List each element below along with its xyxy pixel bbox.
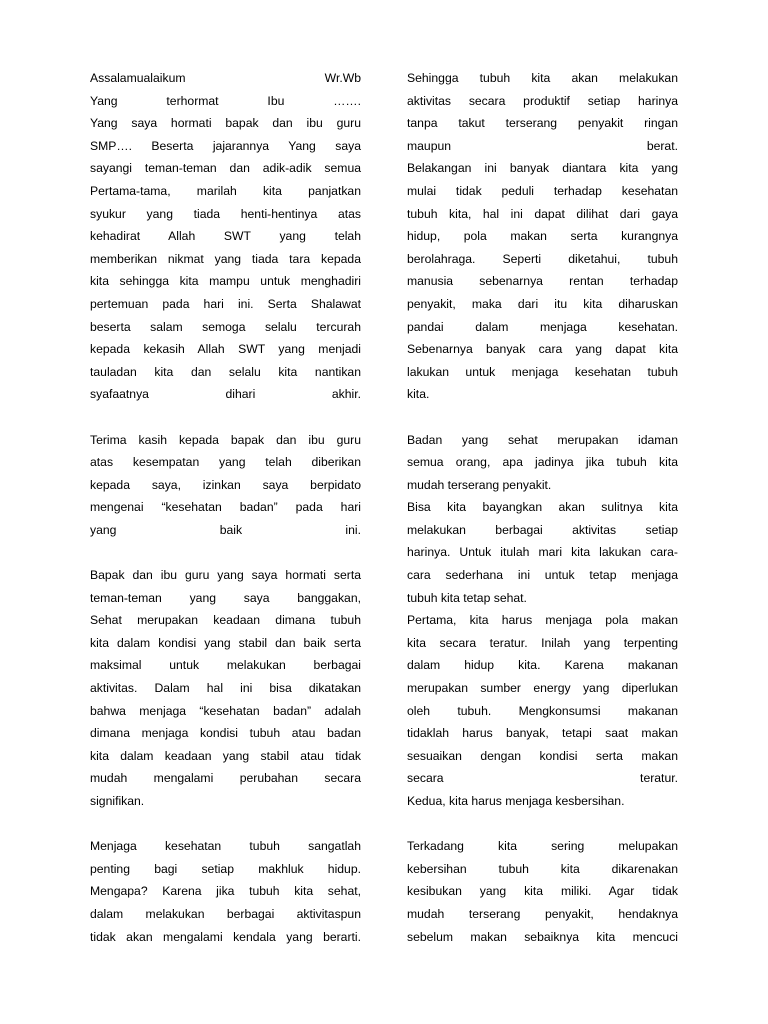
right-text-line: penyakit, maka dari itu kita diharuskan [407,296,678,311]
right-text-line: semua orang, apa jadinya jika tubuh kita [407,455,678,470]
left-text-line: Menjaga kesehatan tubuh sangatlah [90,839,361,854]
right-text-line: mulai tidak peduli terhadap kesehatan [407,183,678,198]
left-text-line: maksimal untuk melakukan berbagai [90,658,361,673]
left-text-line: bahwa menjaga “kesehatan badan” adalah [90,703,361,718]
right-text-line [407,406,678,429]
right-text-line: Sebenarnya banyak cara yang dapat kita [407,342,678,357]
right-text-line: Terkadang kita sering melupakan [407,839,678,854]
left-text-line: teman-teman yang saya banggakan, [90,590,361,605]
right-text-line: kita. [407,387,430,402]
left-text-line: tidak akan mengalami kendala yang berarti. [90,929,361,944]
right-text-line: dalam hidup kita. Karena makanan [407,658,678,673]
left-text-line: dimana menjaga kondisi tubuh atau badan [90,726,361,741]
left-text-line: syafaatnya dihari akhir. [90,387,361,402]
right-text-line: merupakan sumber energy yang diperlukan [407,681,678,696]
right-text-line: Badan yang sehat merupakan idaman [407,432,678,447]
left-text-line: signifikan. [90,794,145,808]
left-text-column [90,67,361,948]
left-text-line: kita dalam keadaan yang stabil atau tidak [90,748,361,763]
left-text-line [90,813,361,836]
left-text-line: kita sehingga kita mampu untuk menghadiri [90,274,361,289]
right-text-line: Pertama, kita harus menjaga pola makan [407,613,678,628]
left-text-line: penting bagi setiap makhluk hidup. [90,861,361,876]
left-text-line: Terima kasih kepada bapak dan ibu guru [90,432,361,447]
right-text-line: kebersihan tubuh kita dikarenakan [407,861,678,876]
left-text-line: aktivitas. Dalam hal ini bisa dikatakan [90,681,361,696]
left-text-line: dalam melakukan berbagai aktivitaspun [90,906,361,921]
right-text-column [407,67,678,948]
right-text-line: melakukan berbagai aktivitas setiap [407,522,678,537]
right-text-line: tubuh kita tetap sehat. [407,590,527,605]
right-text-line: Belakangan ini banyak diantara kita yang [407,161,678,176]
left-text-line: SMP…. Beserta jajarannya Yang saya [90,138,361,153]
left-text-line: tauladan kita dan selalu kita nantikan [90,364,361,379]
left-text-line: kehadirat Allah SWT yang telah [90,229,361,244]
left-text-line: Mengapa? Karena jika tubuh kita sehat, [90,884,361,899]
left-text-line: memberikan nikmat yang tiada tara kepada [90,251,361,266]
left-text-line: Sehat merupakan keadaan dimana tubuh [90,613,361,628]
left-text-line: kepada kekasih Allah SWT yang menjadi [90,342,361,357]
left-text-line: sayangi teman-teman dan adik-adik semua [90,161,361,176]
right-text-line: cara sederhana ini untuk tetap menjaga [407,568,678,583]
right-text-line: berolahraga. Seperti diketahui, tubuh [407,251,678,266]
left-text-line: yang baik ini. [90,522,361,537]
left-text-line: mengenai “kesehatan badan” pada hari [90,500,361,515]
right-text-line: pandai dalam menjaga kesehatan. [407,319,678,334]
right-text-line: sebelum makan sebaiknya kita mencuci [407,929,678,944]
right-text-line: Bisa kita bayangkan akan sulitnya kita [407,500,678,515]
right-text-line: manusia sebenarnya rentan terhadap [407,274,678,289]
right-text-line: harinya. Untuk itulah mari kita lakukan cara- [407,545,678,560]
left-text-line: kepada saya, izinkan saya berpidato [90,477,361,492]
left-text-line: Pertama-tama, marilah kita panjatkan [90,183,361,198]
left-text-line: mudah mengalami perubahan secara [90,771,361,786]
right-text-line: tanpa takut terserang penyakit ringan [407,116,678,131]
left-text-line: Bapak dan ibu guru yang saya hormati serta [90,568,361,583]
right-text-line: oleh tubuh. Mengkonsumsi makanan [407,703,678,718]
left-text-line: Assalamualaikum Wr.Wb [90,71,361,85]
left-text-line: Yang saya hormati bapak dan ibu guru [90,116,361,131]
right-text-line: Kedua, kita harus menjaga kesbersihan. [407,794,625,808]
right-text-line: sesuaikan dengan kondisi serta makan [407,748,678,763]
right-text-line: Sehingga tubuh kita akan melakukan [407,71,678,85]
left-text-line [90,406,361,429]
right-text-line: mudah terserang penyakit, hendaknya [407,906,678,921]
left-text-line: syukur yang tiada henti-hentinya atas [90,206,361,221]
right-text-line: tidaklah harus banyak, tetapi saat makan [407,726,678,741]
right-text-line: maupun berat. [407,138,678,153]
right-text-line: lakukan untuk menjaga kesehatan tubuh [407,364,678,379]
right-text-line: mudah terserang penyakit. [407,477,552,492]
right-text-line: secara teratur. [407,771,678,786]
right-text-line: aktivitas secara produktif setiap harinya [407,93,678,108]
left-text-line [90,541,361,564]
right-text-line: kita secara teratur. Inilah yang terpenting [407,635,678,650]
left-text-line: Yang terhormat Ibu ……. [90,93,361,108]
right-text-line: kesibukan yang kita miliki. Agar tidak [407,884,678,899]
left-text-line: beserta salam semoga selalu tercurah [90,319,361,334]
left-text-line: pertemuan pada hari ini. Serta Shalawat [90,296,361,311]
right-text-line [407,813,678,836]
left-text-line: atas kesempatan yang telah diberikan [90,455,361,470]
left-text-line: kita dalam kondisi yang stabil dan baik serta [90,635,361,650]
right-text-line: tubuh kita, hal ini dapat dilihat dari gaya [407,206,678,221]
right-text-line: hidup, pola makan serta kurangnya [407,229,678,244]
